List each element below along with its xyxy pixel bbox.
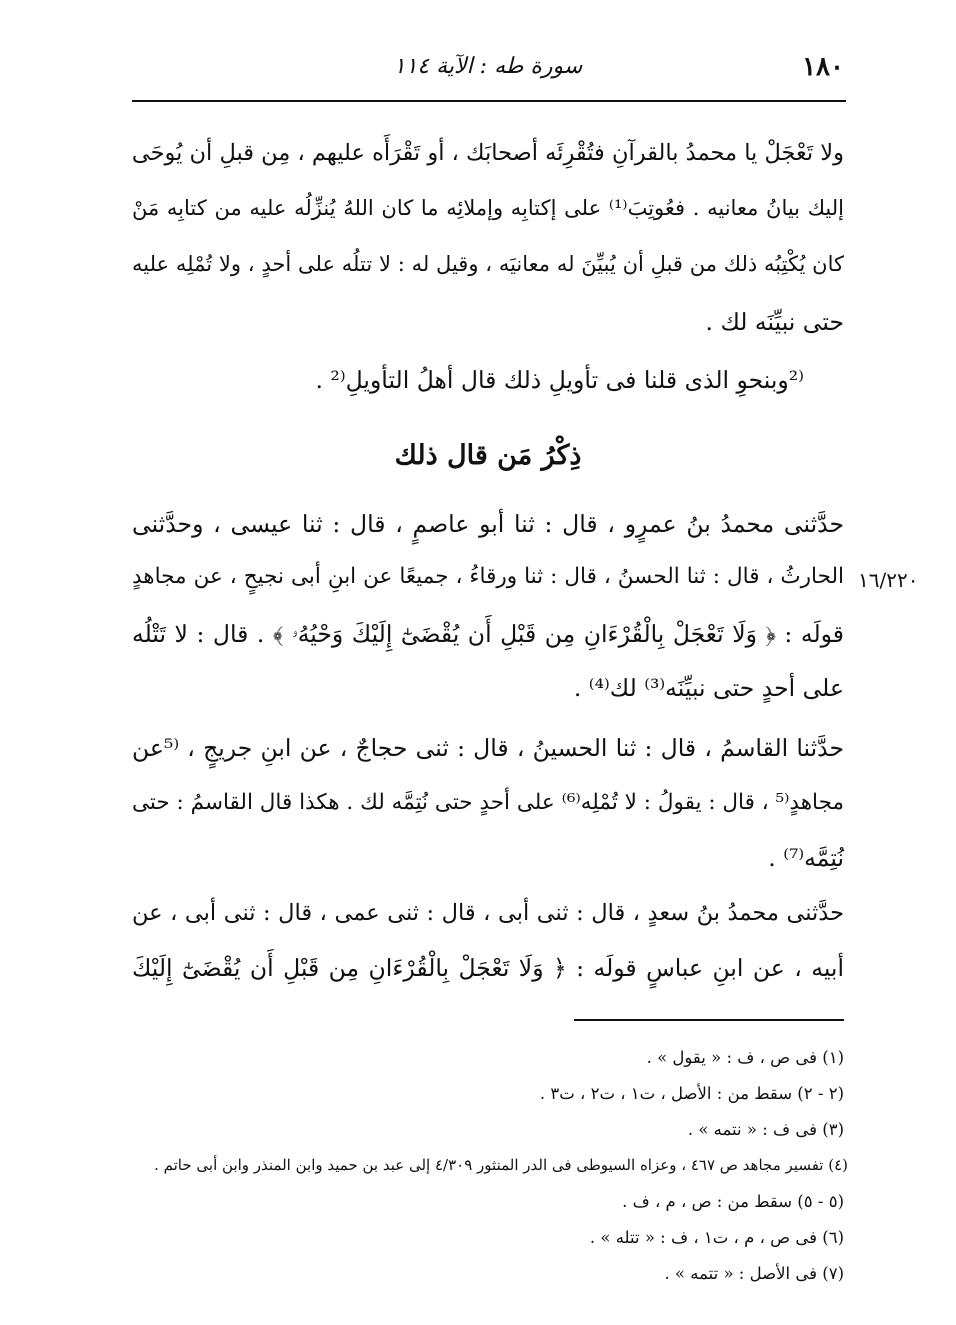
footnote: (٤) تفسير مجاهد ص ٤٦٧ ، وعزاه السيوطى فى الدر المنثور ٤/٣٠٩ إلى عبد بن حميد وابن المنذر وابن أبى حاتم . — [154, 1156, 848, 1174]
text-line: على أحدٍ حتى نبيِّنَه⁽³⁾ لك⁽⁴⁾ . — [573, 674, 844, 702]
page-number: ١٨٠ — [802, 52, 844, 82]
footnote: (٢ - ٢) سقط من : الأصل ، ت١ ، ت٢ ، ت٣ . — [539, 1084, 844, 1103]
margin-reference: ١٦/٢٢٠ — [858, 568, 919, 592]
page-header — [132, 52, 844, 92]
footnote: (٧) فى الأصل : « تتمه » . — [664, 1264, 844, 1283]
header-rule — [132, 100, 846, 102]
paragraph-5 — [132, 900, 844, 1010]
footnote: (٦) فى ص ، م ، ت١ ، ف : « تتله » . — [589, 1228, 844, 1247]
text-line: كان يُكْتِبُه ذلك من قبلِ أن يُبيِّنَ له معانيَه ، وقيل له : لا تتلُه على أحدٍ ، ولا تُمْلِه عليه — [132, 252, 844, 276]
text-line: مجاهدٍ⁽⁵ ، قال : يقولُ : لا تُمْلِه⁽⁶⁾ على أحدٍ حتى نُتِمَّه لك . هكذا قال القاسمُ : حتى — [132, 790, 845, 815]
text-line: حدَّثنى محمدُ بنُ عمرٍو ، قال : ثنا أبو عاصمٍ ، قال : ثنا عيسى ، وحدَّثنى — [132, 510, 844, 538]
running-title: سورة طه : الآية ١١٤ — [393, 54, 583, 79]
paragraph-2 — [132, 366, 844, 406]
footnote: (٣) فى ف : « نتمه » . — [687, 1120, 844, 1139]
text-line: الحارثُ ، قال : ثنا الحسنُ ، قال : ثنا ورقاءُ ، جميعًا عن ابنِ أبى نجيحٍ ، عن مجاهدٍ — [132, 564, 844, 589]
footnote-rule — [574, 1019, 844, 1021]
paragraph-1 — [132, 140, 844, 360]
text-line: أبيه ، عن ابنِ عباسٍ قولَه : ﴿ وَلَا تَعْجَلْ بِالْقُرْءَانِ مِن قَبْلِ أَن يُقْضَىٰٓ إِلَيْكَ — [132, 954, 844, 982]
text-line: قولَه : ﴿ وَلَا تَعْجَلْ بِالْقُرْءَانِ مِن قَبْلِ أَن يُقْضَىٰٓ إِلَيْكَ وَحْيُهُۥ ﴾ . قال : لا تَتْلُه — [132, 620, 844, 648]
paragraph-4 — [132, 734, 844, 874]
text-line: إليك بيانُ معانيه . فعُوتِبَ⁽¹⁾ على إكتابِه وإملائِه ما كان اللهُ يُنزِّلُه عليه من كتابِه مَنْ — [132, 196, 844, 220]
text-line: نُتِمَّه⁽⁷⁾ . — [768, 844, 844, 872]
section-heading: ذِكْرُ مَن قال ذلك — [394, 440, 582, 471]
text-line: حدَّثنى محمدُ بنُ سعدٍ ، قال : ثنى أبى ، قال : ثنى عمى ، قال : ثنى أبى ، عن — [132, 900, 844, 926]
footnote: (٥ - ٥) سقط من : ص ، م ، ف . — [622, 1192, 844, 1211]
footnote: (١) فى ص ، ف : « يقول » . — [646, 1048, 844, 1067]
text-line: ⁽²وبنحوِ الذى قلنا فى تأويلِ ذلك قال أهلُ التأويلِ⁽² . — [315, 366, 804, 394]
text-line: حتى نبيِّنَه لك . — [705, 308, 844, 336]
paragraph-3 — [132, 510, 844, 710]
text-line: حدَّثنا القاسمُ ، قال : ثنا الحسينُ ، قال : ثنى حجاجٌ ، عن ابنِ جريجٍ ، ⁽⁵عن — [132, 734, 844, 762]
footnotes — [132, 1048, 848, 1308]
text-line: ولا تَعْجَلْ يا محمدُ بالقرآنِ فتُقْرِئَه أصحابَك ، أو تَقْرَأَه عليهم ، مِن قبلِ أن يُوحَى — [131, 140, 844, 166]
